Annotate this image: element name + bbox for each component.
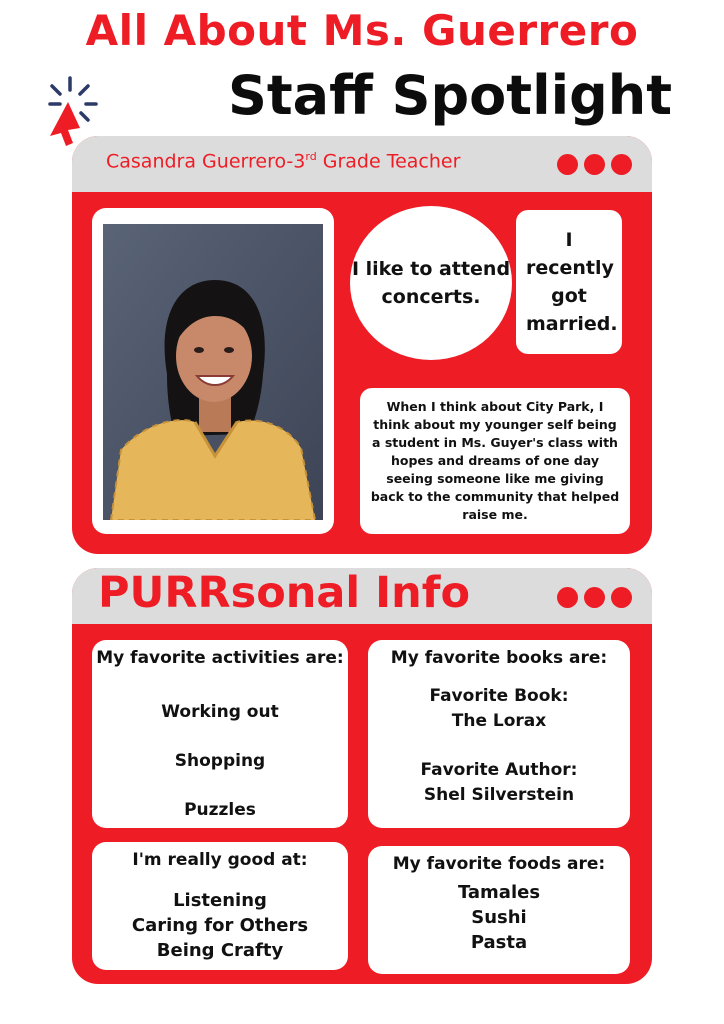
page-title-top: All About Ms. Guerrero xyxy=(85,6,639,55)
window-dots xyxy=(557,587,632,608)
teacher-name-role: Casandra Guerrero-3rd Grade Teacher xyxy=(106,150,461,173)
good-at-list xyxy=(92,888,348,963)
teacher-photo-frame xyxy=(92,208,334,534)
favorite-book-value: The Lorax xyxy=(451,711,547,731)
personal-info-card xyxy=(72,568,652,984)
favorite-books-heading: My favorite books are: xyxy=(390,648,608,668)
favorite-activities-list xyxy=(92,688,348,835)
fact-concerts: I like to attend concerts. xyxy=(350,206,512,360)
page-title-main: Staff Spotlight xyxy=(227,64,673,127)
dot-icon xyxy=(584,154,605,175)
favorite-foods-box xyxy=(368,846,630,974)
favorite-author-value: Shel Silverstein xyxy=(423,785,575,805)
fact-married: I recently got married. xyxy=(516,210,622,354)
window-dots xyxy=(557,154,632,175)
list-item: Shopping xyxy=(174,751,266,771)
city-park-quote: When I think about City Park, I think about my younger self being a student in Ms. Guyer's class with hopes and dreams of one day seeing someone like me giving back to the community that helped raise me. xyxy=(360,388,630,534)
good-at-heading: I'm really good at: xyxy=(132,850,308,870)
list-item: Caring for Others xyxy=(131,915,309,936)
dot-icon xyxy=(557,587,578,608)
teacher-photo xyxy=(103,224,323,520)
list-item: Sushi xyxy=(471,907,527,928)
personal-info-title: PURRsonal Info xyxy=(98,568,470,618)
favorite-activities-heading: My favorite activities are: xyxy=(96,648,344,668)
favorite-book-label: Favorite Book: xyxy=(429,686,569,706)
list-item: Listening xyxy=(173,890,267,911)
good-at-box xyxy=(92,842,348,970)
list-item: Being Crafty xyxy=(156,940,284,961)
list-item: Puzzles xyxy=(184,800,256,820)
dot-icon xyxy=(557,154,578,175)
list-item: Pasta xyxy=(470,932,528,953)
list-item: Working out xyxy=(161,702,279,722)
favorite-activities-box xyxy=(92,640,348,828)
favorite-author-label: Favorite Author: xyxy=(420,760,578,780)
profile-card xyxy=(72,136,652,554)
dot-icon xyxy=(611,587,632,608)
dot-icon xyxy=(584,587,605,608)
list-item: Tamales xyxy=(457,882,541,903)
favorite-foods-heading: My favorite foods are: xyxy=(392,854,606,874)
favorite-books-box xyxy=(368,640,630,828)
favorite-foods-list xyxy=(368,880,630,955)
dot-icon xyxy=(611,154,632,175)
